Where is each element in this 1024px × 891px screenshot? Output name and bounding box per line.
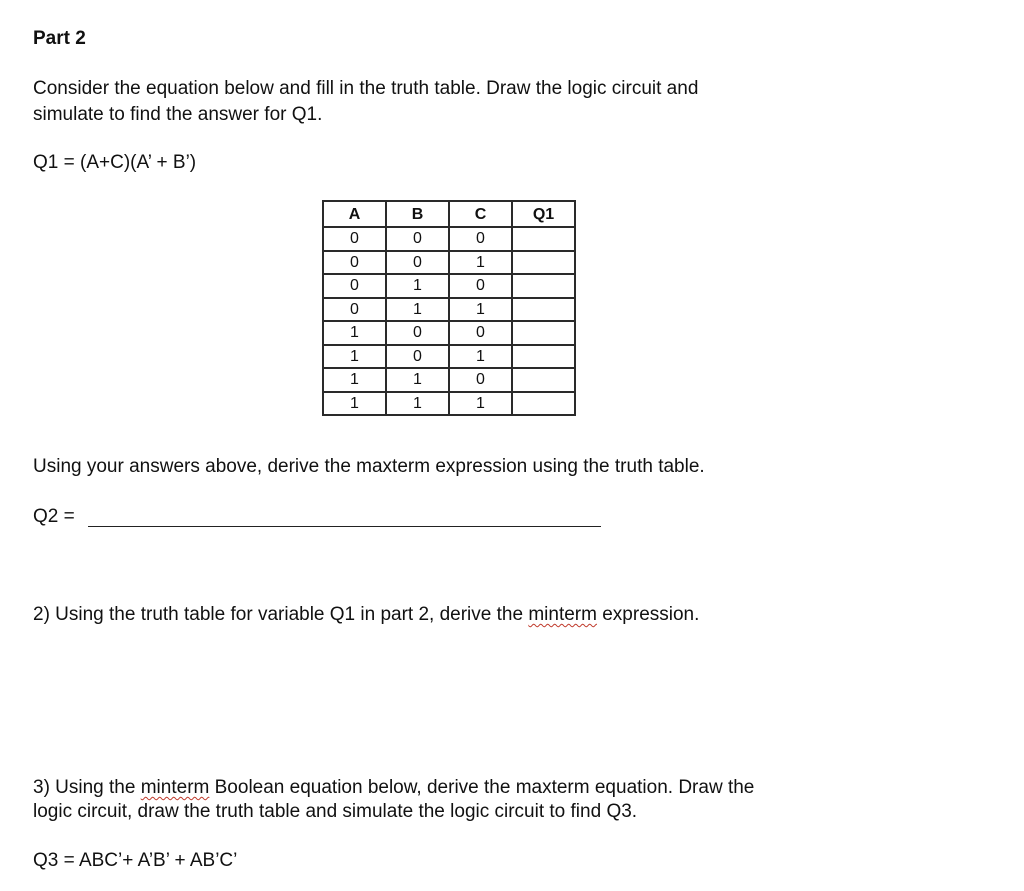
cell-b: 1 [386,298,449,322]
cell-a: 1 [323,392,386,416]
cell-c: 1 [449,251,512,275]
table-row [323,274,575,298]
cell-a: 0 [323,274,386,298]
header-q1: Q1 [512,201,575,227]
cell-b: 1 [386,274,449,298]
intro-line-2: simulate to find the answer for Q1. [33,104,323,125]
part-title: Part 2 [33,28,86,49]
cell-q1[interactable] [512,321,575,345]
table-row [323,298,575,322]
table-row [323,321,575,345]
cell-a: 1 [323,345,386,369]
cell-a: 0 [323,227,386,251]
header-c: C [449,201,512,227]
cell-q1[interactable] [512,251,575,275]
table-row [323,392,575,416]
header-b: B [386,201,449,227]
cell-q1[interactable] [512,227,575,251]
table-row [323,227,575,251]
intro-line-1: Consider the equation below and fill in the truth table. Draw the logic circuit and [33,78,699,99]
cell-q1[interactable] [512,368,575,392]
part2-question-after: expression. [596,604,700,625]
cell-a: 1 [323,368,386,392]
part2-question-minterm: minterm [528,604,597,625]
truth-table-header-row [323,201,575,227]
cell-q1[interactable] [512,274,575,298]
cell-b: 0 [386,321,449,345]
table-row [323,251,575,275]
cell-a: 1 [323,321,386,345]
part2-question [33,604,699,626]
q2-label: Q2 = [33,506,75,527]
part2-question-before: 2) Using the truth table for variable Q1 in part 2, derive the [33,604,529,625]
cell-c: 0 [449,274,512,298]
part3-line-1-before: 3) Using the [33,777,141,798]
cell-q1[interactable] [512,298,575,322]
cell-q1[interactable] [512,345,575,369]
q2-answer-line[interactable] [88,526,601,527]
cell-b: 0 [386,251,449,275]
header-a: A [323,201,386,227]
cell-b: 0 [386,345,449,369]
cell-b: 1 [386,392,449,416]
part3-question [33,776,754,824]
cell-a: 0 [323,298,386,322]
cell-b: 1 [386,368,449,392]
table-row [323,345,575,369]
equation-q1: Q1 = (A+C)(A’ + B’) [33,152,197,173]
equation-q3: Q3 = ABC’+ A’B’ + AB’C’ [33,850,238,871]
cell-c: 1 [449,298,512,322]
cell-q1[interactable] [512,392,575,416]
cell-c: 0 [449,227,512,251]
intro-paragraph [33,76,698,128]
part3-line-1-after: Boolean equation below, derive the maxterm equation. Draw the [209,777,755,798]
cell-a: 0 [323,251,386,275]
truth-table [322,200,576,416]
part3-line-2: logic circuit, draw the truth table and simulate the logic circuit to find Q3. [33,801,638,822]
part3-line-1-minterm: minterm [140,777,210,798]
cell-b: 0 [386,227,449,251]
part3-line-1 [33,776,754,800]
cell-c: 1 [449,392,512,416]
table-row [323,368,575,392]
cell-c: 0 [449,368,512,392]
maxterm-instruction: Using your answers above, derive the maxterm expression using the truth table. [33,456,705,477]
cell-c: 1 [449,345,512,369]
cell-c: 0 [449,321,512,345]
